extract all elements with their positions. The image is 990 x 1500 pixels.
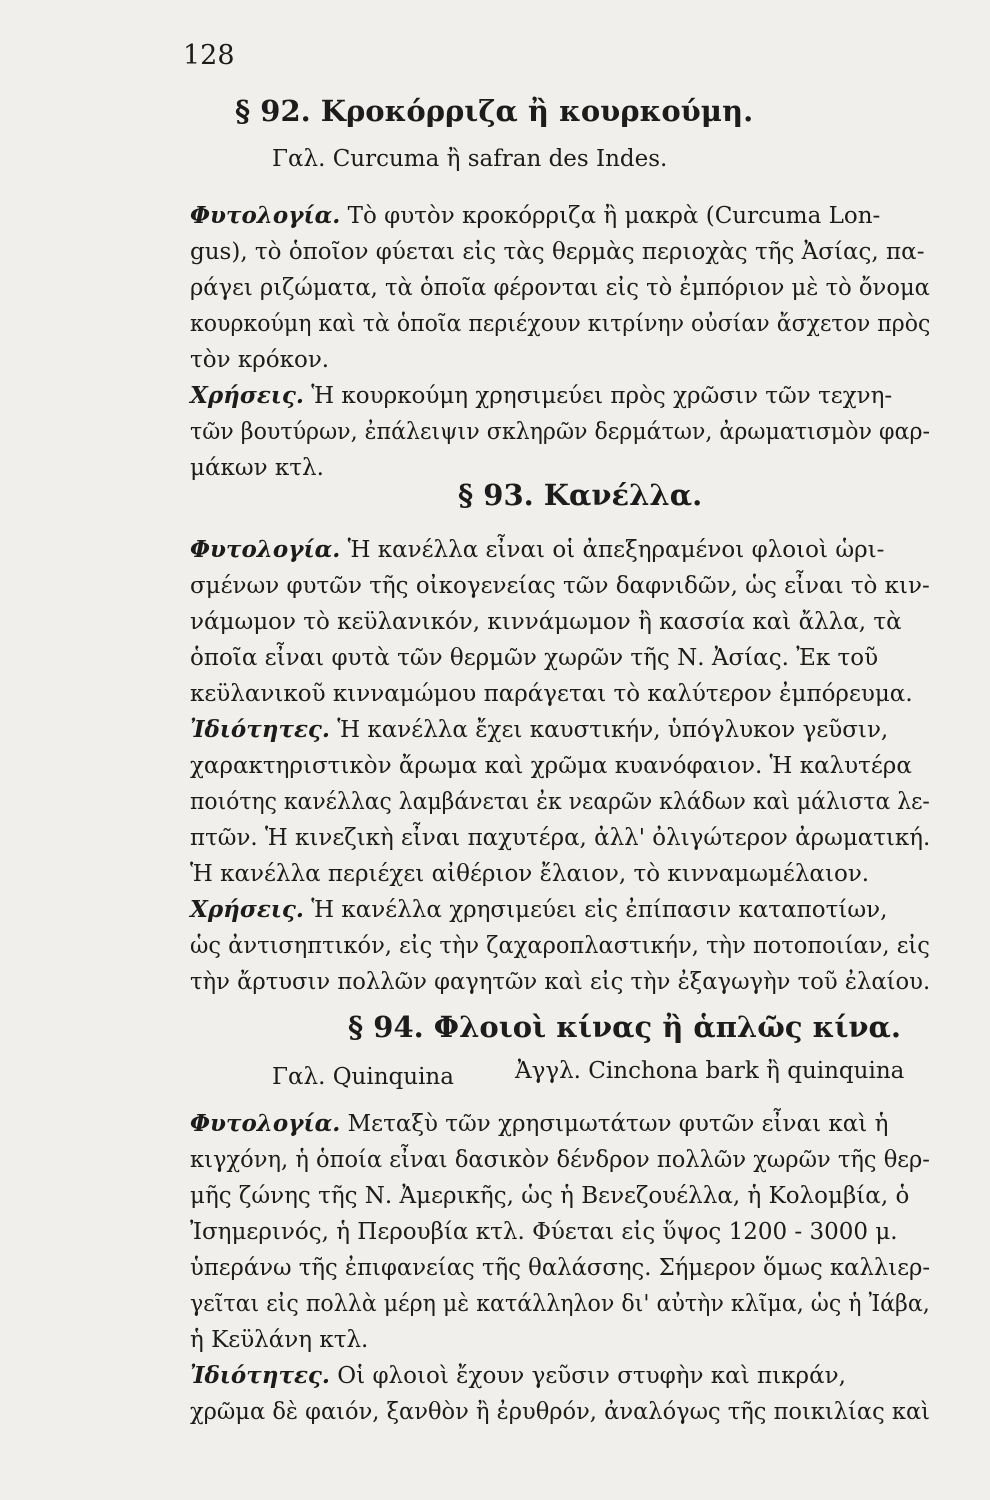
section-93-properties-paragraph [190,712,930,892]
text-line: μάκων κτλ. [190,455,324,481]
text-line: γεῖται εἰς πολλὰ μέρη μὲ κατάλληλον δι' αὐτὴν κλῖμα, ὡς ἡ Ἰάβα, [190,1291,930,1317]
section-94-french-name: Γαλ. Quinquina [272,1064,454,1090]
text-line: Ἡ κανέλλα ἔχει καυστικήν, ὑπόγλυκον γεῦσιν, [329,717,889,743]
text-line: Ἡ κουρκούμη χρησιμεύει πρὸς χρῶσιν τῶν τεχνη- [303,383,893,409]
text-line: ὁποῖα εἶναι φυτὰ τῶν θερμῶν χωρῶν τῆς Ν. Ἀσίας. Ἐκ τοῦ [190,645,879,671]
text-line: ὑπεράνω τῆς ἐπιφανείας τῆς θαλάσσης. Σήμερον ὅμως καλλιερ- [190,1255,931,1281]
text-line: Ἡ κανέλλα περιέχει αἰθέριον ἔλαιον, τὸ κινναμωμέλαιον. [190,861,870,887]
text-line: gus), τὸ ὁποῖον φύεται εἰς τὰς θερμὰς περιοχὰς τῆς Ἀσίας, πα- [190,239,925,265]
text-line: Οἱ φλοιοὶ ἔχουν γεῦσιν στυφὴν καὶ πικράν, [329,1363,846,1389]
paragraph-lead: Ἰδιότητες. [190,716,330,743]
section-93-botany-paragraph [190,532,930,712]
text-line: ποιότης κανέλλας λαμβάνεται ἐκ νεαρῶν κλάδων καὶ μάλιστα λε- [190,789,930,815]
section-94-title: § 94. Φλοιοὶ κίνας ἢ ἁπλῶς κίνα. [348,1010,901,1044]
section-92-uses-paragraph [190,378,930,486]
text-line: Ἡ κανέλλα εἶναι οἱ ἀπεξηραμένοι φλοιοὶ ὡρι- [340,537,885,563]
section-94-english-name: Ἀγγλ. Cinchona bark ἢ quinquina [515,1058,905,1084]
paragraph-lead: Χρήσεις. [190,382,304,409]
section-93-uses-paragraph [190,892,930,1000]
text-line: Τὸ φυτὸν κροκόρριζα ἢ μακρὰ (Curcuma Lon- [340,203,881,229]
page-number: 128 [183,40,235,71]
section-94-properties-paragraph [190,1358,930,1430]
text-line: Ἰσημερινός, ἡ Περουβία κτλ. Φύεται εἰς ὕψος 1200 - 3000 μ. [190,1219,898,1245]
text-line: χρῶμα δὲ φαιόν, ξανθὸν ἢ ἐρυθρόν, ἀναλόγως τῆς ποικιλίας καὶ [190,1399,931,1425]
text-line: τῶν βουτύρων, ἐπάλειψιν σκληρῶν δερμάτων, ἀρωματισμὸν φαρ- [190,419,930,445]
text-line: ὡς ἀντισηπτικόν, εἰς τὴν ζαχαροπλαστικήν, τὴν ποτοποιίαν, εἰς [190,933,930,959]
section-93-title: § 93. Κανέλλα. [458,478,703,512]
section-92-title: § 92. Κροκόρριζα ἢ κουρκούμη. [235,94,754,128]
text-line: τὸν κρόκον. [190,347,330,373]
text-line: ράγει ριζώματα, τὰ ὁποῖα φέρονται εἰς τὸ ἐμπόριον μὲ τὸ ὄνομα [190,275,930,301]
paragraph-lead: Χρήσεις. [190,896,304,923]
text-line: νάμωμον τὸ κεϋλανικόν, κιννάμωμον ἢ κασσία καὶ ἄλλα, τὰ [190,609,902,635]
section-92-botany-paragraph [190,198,930,378]
text-line: τὴν ἄρτυσιν πολλῶν φαγητῶν καὶ εἰς τὴν ἐξαγωγὴν τοῦ ἐλαίου. [190,969,931,995]
text-line: κεϋλανικοῦ κινναμώμου παράγεται τὸ καλύτερον ἐμπόρευμα. [190,681,913,707]
text-line: μῆς ζώνης τῆς Ν. Ἀμερικῆς, ὡς ἡ Βενεζουέλλα, ἡ Κολομβία, ὁ [190,1183,910,1209]
text-line: πτῶν. Ἡ κινεζικὴ εἶναι παχυτέρα, ἀλλ' ὀλιγώτερον ἀρωματική. [190,825,931,851]
paragraph-lead: Ἰδιότητες. [190,1362,330,1389]
text-line: κιγχόνη, ἡ ὁποία εἶναι δασικὸν δένδρον πολλῶν χωρῶν τῆς θερ- [190,1147,930,1173]
paragraph-lead: Φυτολογία. [190,536,341,563]
paragraph-lead: Φυτολογία. [190,202,341,229]
text-line: ἡ Κεϋλάνη κτλ. [190,1327,369,1353]
text-line: κουρκούμη καὶ τὰ ὁποῖα περιέχουν κιτρίνην οὐσίαν ἄσχετον πρὸς [190,311,931,337]
text-line: Ἡ κανέλλα χρησιμεύει εἰς ἐπίπασιν καταποτίων, [303,897,888,923]
section-94-botany-paragraph [190,1106,930,1358]
text-line: Μεταξὺ τῶν χρησιμωτάτων φυτῶν εἶναι καὶ ἡ [340,1111,889,1137]
text-line: σμένων φυτῶν τῆς οἰκογενείας τῶν δαφνιδῶν, ὡς εἶναι τὸ κιν- [190,573,930,599]
text-line: χαρακτηριστικὸν ἄρωμα καὶ χρῶμα κυανόφαιον. Ἡ καλυτέρα [190,753,912,779]
section-92-french-name: Γαλ. Curcuma ἢ safran des Indes. [272,146,668,172]
paragraph-lead: Φυτολογία. [190,1110,341,1137]
